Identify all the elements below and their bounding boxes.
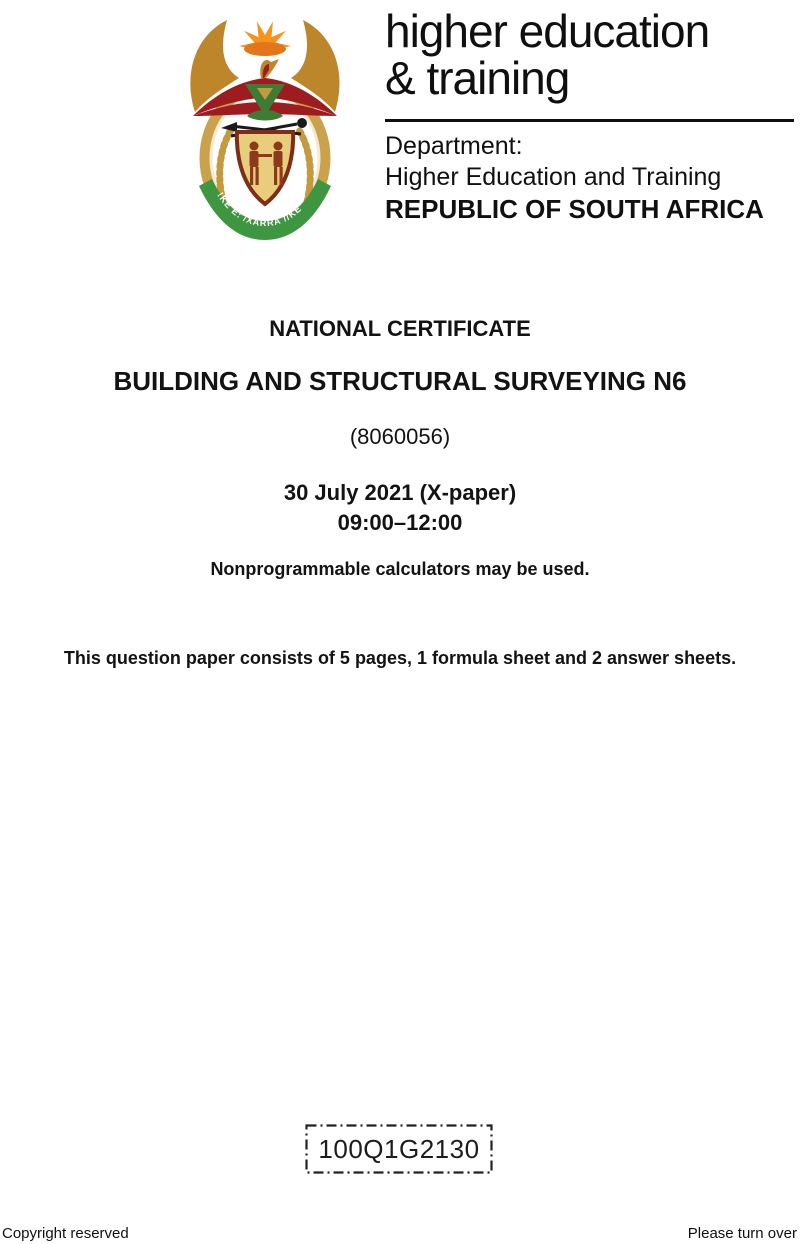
paper-code: (8060056) [349,424,451,449]
exam-date: 30 July 2021 (X-paper) [283,480,517,505]
exam-code-box [305,1124,493,1174]
country-name: REPUBLIC OF SOUTH AFRICA [385,194,764,224]
exam-time: 09:00–12:00 [337,510,463,535]
emblem-motto-text: !KE E: /XARRA //KE [215,190,304,229]
exam-datetime-block [0,478,800,538]
exam-code-text: 100Q1G2130 [318,1134,480,1164]
paper-contents-note: This question paper consists of 5 pages, 1 formula sheet and 2 answer sheets. [63,648,737,668]
turn-over-note: Please turn over [687,1225,797,1242]
calculator-note: Nonprogrammable calculators may be used. [210,559,590,579]
sunburst [239,21,291,56]
department-label: Department: [385,132,523,160]
protea-triangle [245,84,285,121]
wordmark-line1: higher education [385,5,710,57]
masthead-divider-rule [385,119,794,122]
subject-title: BUILDING AND STRUCTURAL SURVEYING N6 [113,366,687,396]
copyright-notice: Copyright reserved [2,1225,129,1242]
certificate-heading: NATIONAL CERTIFICATE [269,316,531,341]
bird-head [260,59,279,78]
wordmark-line2: & training [385,52,570,104]
department-name: Higher Education and Training [385,163,722,191]
department-wordmark [385,5,710,104]
shield [237,132,293,204]
department-identity-block [385,131,764,226]
coat-of-arms-emblem [183,12,347,240]
